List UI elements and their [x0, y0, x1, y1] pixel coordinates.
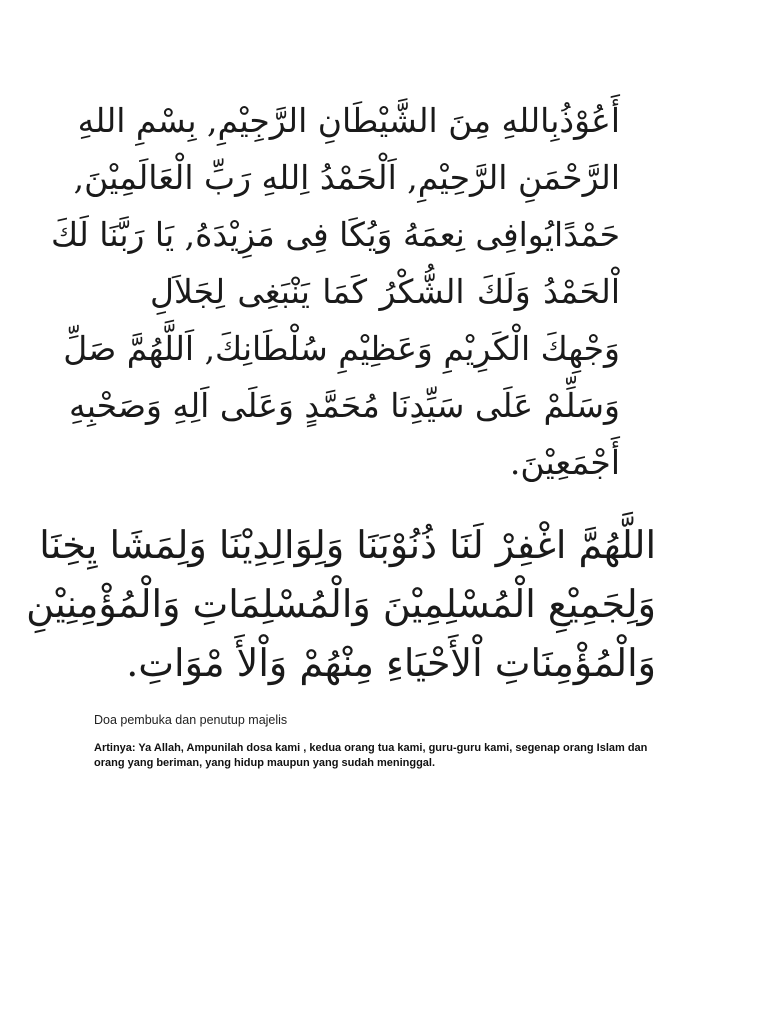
- arabic-line: وَسَلِّمْ عَلَى سَيِّدِنَا مُحَمَّدٍ وَعَلَى اَلِهِ وَصَحْبِهِ: [69, 386, 620, 425]
- arabic-line: أَجْمَعِيْنَ.: [509, 443, 620, 482]
- translation-text: Artinya: Ya Allah, Ampunilah dosa kami , kedua orang tua kami, guru-guru kami, segenap orang Islam dan orang yang beriman, yang hidup maupun yang sudah meninggal.: [94, 742, 648, 769]
- caption: Doa pembuka dan penutup majelis: [94, 713, 288, 727]
- arabic-line: اللَّهُمَّ اغْفِرْ لَنَا ذُنُوْبَنَا وَلِوَالِدِيْنَا وَلِمَشَا يِخِنَا: [39, 523, 656, 567]
- arabic-line: أَعُوْذُبِاللهِ مِنَ الشَّيْطَانِ الرَّجِيْمِ, بِسْمِ اللهِ: [77, 101, 620, 140]
- arabic-line: وَالْمُؤْمِنَاتِ اْلأَحْيَاءِ مِنْهُمْ وَاْلأَ مْوَاتِ.: [126, 641, 656, 685]
- doa-opening-arabic: [50, 92, 620, 491]
- arabic-line: وَلِجَمِيْعِ الْمُسْلِمِيْنَ وَالْمُسْلِمَاتِ وَالْمُؤْمِنِيْنِ: [26, 582, 656, 626]
- arabic-line: وَجْهِكَ الْكَرِيْمِ وَعَظِيْمِ سُلْطَانِكَ, اَللَّهُمَّ صَلِّ: [63, 329, 620, 368]
- doa-closing-arabic: [26, 516, 656, 693]
- arabic-line: اْلحَمْدُ وَلَكَ الشُّكْرُ كَمَا يَنْبَغِى لِجَلاَلِ: [150, 272, 620, 311]
- arabic-line: الرَّحْمَنِ الرَّحِيْمِ, اَلْحَمْدُ اِللهِ رَبِّ الْعَالَمِيْنَ,: [73, 158, 620, 197]
- arabic-line: حَمْدًايُوافِى نِعمَهُ وَيُكَا فِى مَزِيْدَهُ, يَا رَبَّنَا لَكَ: [50, 215, 620, 254]
